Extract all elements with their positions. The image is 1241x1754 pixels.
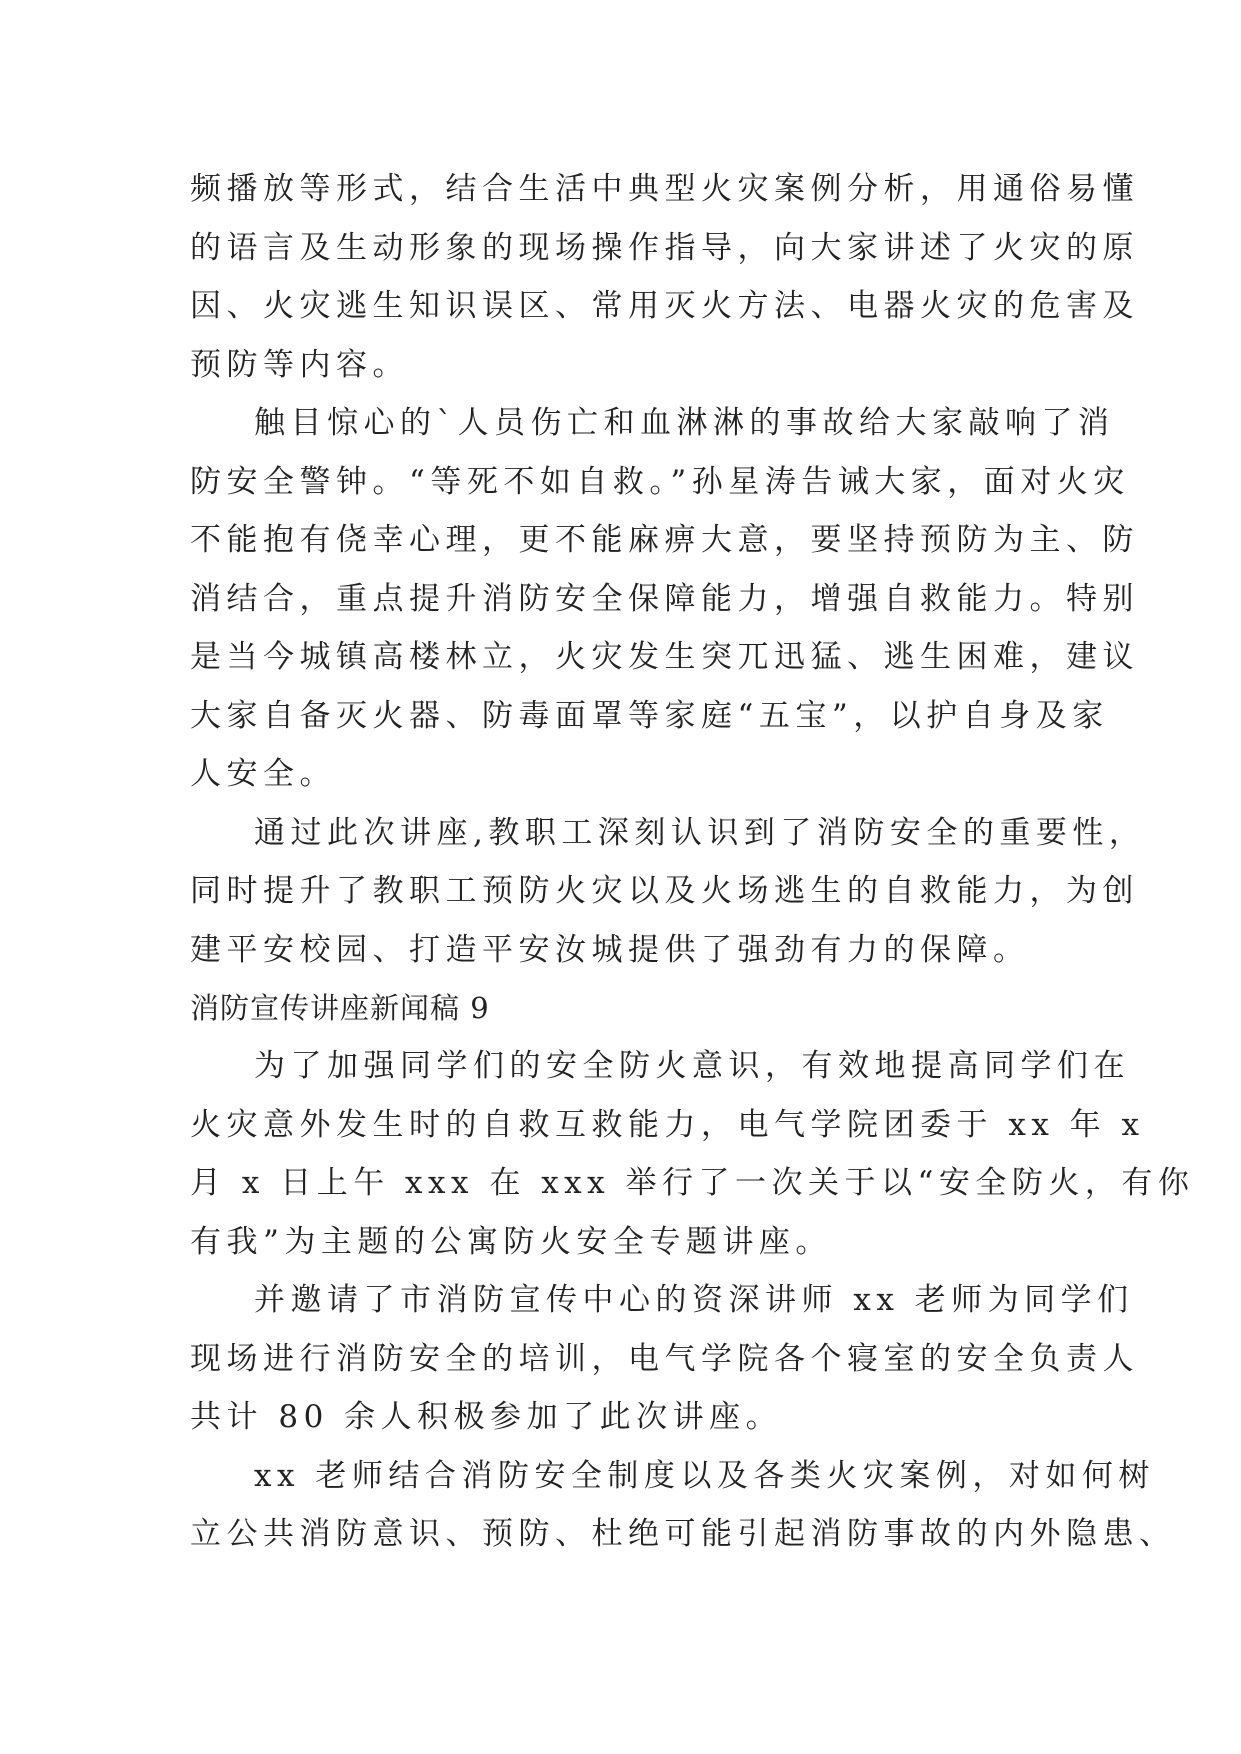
- text-line: 触目惊心的`人员伤亡和血淋淋的事故给大家敲响了消: [254, 405, 1115, 441]
- text-line: 有我”为主题的公寓防火安全专题讲座。: [190, 1223, 832, 1260]
- text-line: 频播放等形式，结合生活中典型火灾案例分析，用通俗易懂: [190, 171, 1139, 207]
- text-line: 因、火灾逃生知识误区、常用灭火方法、电器火灾的危害及: [190, 288, 1139, 324]
- text-line: 通过此次讲座,教职工深刻认识到了消防安全的重要性，: [254, 814, 1146, 851]
- paragraph: [190, 394, 1139, 804]
- text-line: 立公共消防意识、预防、杜绝可能引起消防事故的内外隐患、: [190, 1516, 1176, 1552]
- text-line: xx 老师结合消防安全制度以及各类火灾案例，对如何树: [254, 1457, 1155, 1494]
- paragraph: [190, 160, 1139, 394]
- text-line: 火灾意外发生时的自救互救能力，电气学院团委于 xx 年 x: [190, 1106, 1145, 1143]
- text-line: 不能抱有侥幸心理，更不能麻痹大意，要坚持预防为主、防: [190, 522, 1139, 558]
- section-heading: 消防宣传讲座新闻稿 9: [190, 991, 490, 1025]
- text-line: 建平安校园、打造平安汝城提供了强劲有力的保障。: [190, 931, 1030, 968]
- text-line: 月 x 日上午 xxx 在 xxx 举行了一次关于以“安全防火，有你: [190, 1165, 1195, 1201]
- text-line: 现场进行消防安全的培训，电气学院各个寝室的安全负责人: [190, 1340, 1139, 1377]
- text-line: 防安全警钟。“等死不如自救。”孙星涛告诫大家，面对火灾: [190, 463, 1130, 500]
- text-line: 为了加强同学们的安全防火意识，有效地提高同学们在: [254, 1048, 1130, 1084]
- paragraph: [190, 804, 1146, 980]
- text-line: 的语言及生动形象的现场操作指导，向大家讲述了火灾的原: [190, 229, 1139, 266]
- text-line: 共计 80 余人积极参加了此次讲座。: [190, 1399, 783, 1435]
- text-line: 并邀请了市消防宣传中心的资深讲师 xx 老师为同学们: [254, 1282, 1134, 1318]
- text-line: 大家自备灭火器、防毒面罩等家庭“五宝”，以护自身及家: [190, 697, 1109, 734]
- text-line: 人安全。: [190, 756, 336, 792]
- document-body: [190, 160, 1195, 1564]
- text-line: 同时提升了教职工预防火灾以及火场逃生的自救能力，为创: [190, 873, 1139, 909]
- text-line: 消结合，重点提升消防安全保障能力，增强自救能力。特别: [190, 580, 1139, 617]
- paragraph: [190, 1447, 1176, 1564]
- paragraph: [190, 1271, 1139, 1447]
- text-line: 预防等内容。: [190, 346, 409, 383]
- paragraph: [190, 1037, 1195, 1271]
- text-line: 是当今城镇高楼林立，火灾发生突兀迅猛、逃生困难，建议: [190, 639, 1139, 675]
